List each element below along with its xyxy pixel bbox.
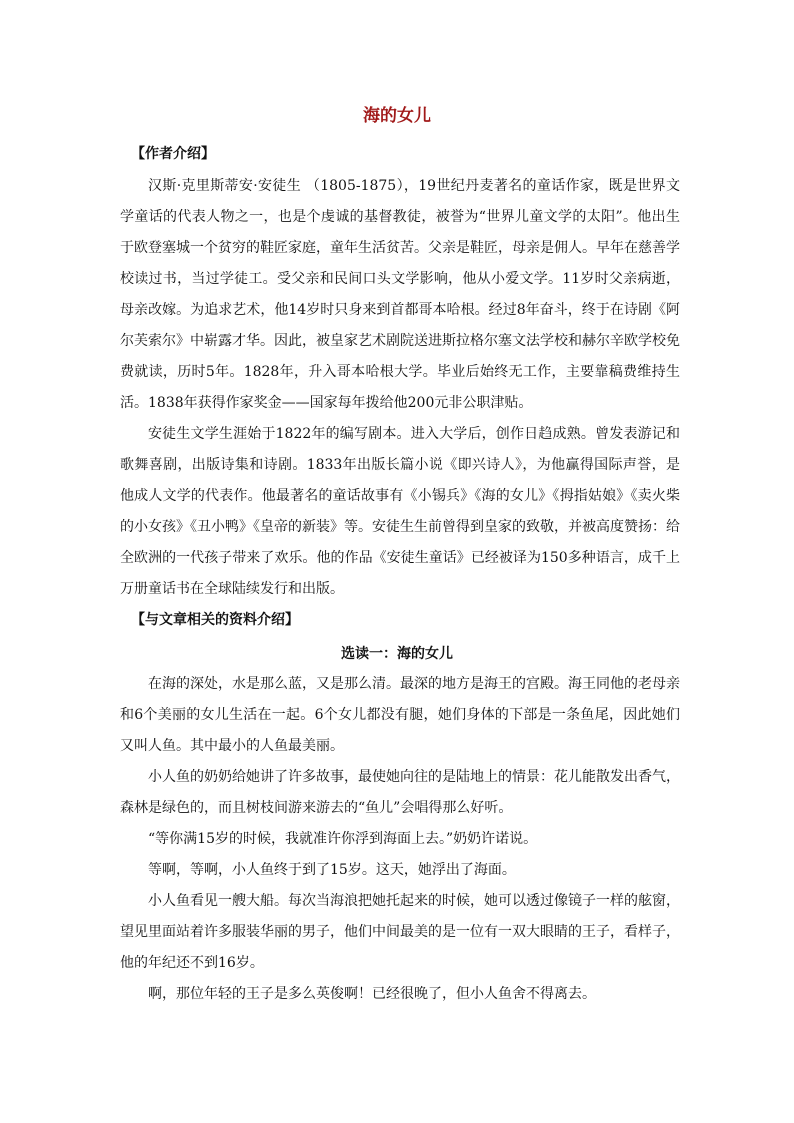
- story-paragraph-2: 小人鱼的奶奶给她讲了许多故事，最使她向往的是陆地上的情景：花儿能散发出香气，森林是绿色的，而且树枝间游来游去的“鱼儿”会唱得那么好听。: [120, 769, 680, 816]
- story-paragraph-4: 等啊，等啊，小人鱼终于到了15岁。这天，她浮出了海面。: [148, 862, 516, 878]
- related-section-body: [120, 669, 680, 1010]
- story-paragraph-5: 小人鱼看见一艘大船。每次当海浪把她托起来的时候，她可以透过像镜子一样的舷窗，望见里面站着许多服装华丽的男子，他们中间最美的是一位有一双大眼睛的王子，看样子，他的年纪还不到16岁。: [120, 893, 680, 971]
- related-section-heading: 【与文章相关的资料介绍】: [131, 612, 299, 628]
- story-paragraph-3: “等你满15岁的时候，我就准许你浮到海面上去。”奶奶许诺说。: [148, 831, 538, 847]
- reading-title: 选读一：海的女儿: [341, 646, 453, 662]
- story-paragraph-1: 在海的深处，水是那么蓝，又是那么清。最深的地方是海王的宫殿。海王同他的老母亲和6个美丽的女儿生活在一起。6个女儿都没有腿，她们身体的下部是一条鱼尾，因此她们又叫人鱼。其中最小的人鱼最美丽。: [120, 676, 680, 754]
- author-section-body: [120, 171, 680, 605]
- document-title: 海的女儿: [363, 106, 431, 126]
- author-paragraph-1: 汉斯·克里斯蒂安·安徒生 （1805-1875），19世纪丹麦著名的童话作家，既是世界文学童话的代表人物之一，也是个虔诚的基督教徒，被誉为“世界儿童文学的太阳”。他出生于欧登塞城一个贫穷的鞋匠家庭，童年生活贫苦。父亲是鞋匠，母亲是佣人。早年在慈善学校读过书，当过学徒工。受父亲和民间口头文学影响，他从小爱文学。11岁时父亲病逝，母亲改嫁。为追求艺术，他14岁时只身来到首都哥本哈根。经过8年奋斗，终于在诗剧《阿尔芙索尔》中崭露才华。因此，被皇家艺术剧院送进斯拉格尔塞文法学校和赫尔辛欧学校免费就读，历时5年。1828年，升入哥本哈根大学。毕业后始终无工作，主要靠稿费维持生活。1838年获得作家奖金——国家每年拨给他200元非公职津贴。: [120, 178, 680, 411]
- author-section-heading: 【作者介绍】: [131, 146, 215, 162]
- story-paragraph-6: 啊，那位年轻的王子是多么英俊啊！已经很晚了，但小人鱼舍不得离去。: [148, 986, 596, 1002]
- author-paragraph-2: 安徒生文学生涯始于1822年的编写剧本。进入大学后，创作日趋成熟。曾发表游记和歌舞喜剧，出版诗集和诗剧。1833年出版长篇小说《即兴诗人》，为他赢得国际声誉，是他成人文学的代表作。他最著名的童话故事有《小锡兵》《海的女儿》《拇指姑娘》《卖火柴的小女孩》《丑小鸭》《皇帝的新装》等。安徒生生前曾得到皇家的致敬，并被高度赞扬：给全欧洲的一代孩子带来了欢乐。他的作品《安徒生童话》已经被译为150多种语言，成千上万册童话书在全球陆续发行和出版。: [120, 426, 680, 597]
